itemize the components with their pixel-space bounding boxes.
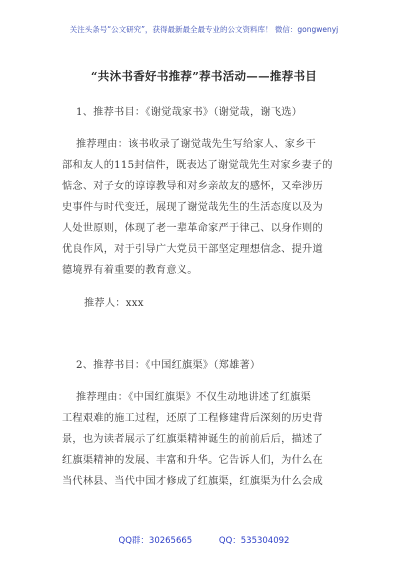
- section2-reason-line: 推荐理由：《中国红旗渠》不仅生动地讲述了红旗渠: [76, 392, 311, 403]
- footer-qq: QQ：535304092: [218, 536, 290, 546]
- section1-reason-line: 推荐理由：该书收录了谢觉哉先生写给家人、家乡干: [76, 139, 317, 150]
- header-note: 关注头条号“公文研究”，获得最新最全最专业的公文资料库！ 微信：gongwenyj: [69, 25, 339, 34]
- section2-reason-line: 景，也为读者展示了红旗渠精神诞生的前前后后，描述了: [62, 434, 323, 445]
- section1-reason-line: 德境界有着重要的教育意义。: [62, 265, 198, 276]
- section2-book-line: 2、推荐书目：《中国红旗渠》（郑雄著）: [76, 360, 261, 371]
- footer-contacts: [0, 534, 408, 546]
- section1-reason-line: 人处世原则，体现了老一辈革命家严于律己、以身作则的: [62, 223, 323, 234]
- section1-recommender: 推荐人：xxx: [84, 298, 144, 309]
- section2-reason-line: 当代林县、当代中国才修成了红旗渠，红旗渠为什么会成: [62, 476, 323, 487]
- section1-reason-line: 优良作风，对于引导广大党员干部坚定理想信念、提升道: [62, 244, 323, 255]
- footer-qq-group: QQ群：30265665: [118, 536, 193, 546]
- section1-reason-line: 惦念、对子女的谆谆教导和对乡亲故友的感怀，又牵涉历: [62, 181, 323, 192]
- section1-reason-line: 史事件与时代变迁，展现了谢觉哉先生的生活态度以及为: [62, 202, 323, 213]
- section2-reason-line: 红旗渠精神的发展、丰富和升华。它告诉人们，为什么在: [62, 455, 323, 466]
- document-title: “共沐书香好书推荐”荐书活动——推荐书目: [90, 69, 318, 83]
- section2-reason-line: 工程艰难的施工过程，还原了工程修建背后深刻的历史背: [62, 413, 323, 424]
- section1-book-line: 1、推荐书目：《谢觉哉家书》（谢觉哉，谢飞选）: [76, 107, 303, 118]
- section1-reason-line: 部和友人的115封信件，既表达了谢觉哉先生对家乡妻子的: [62, 160, 333, 171]
